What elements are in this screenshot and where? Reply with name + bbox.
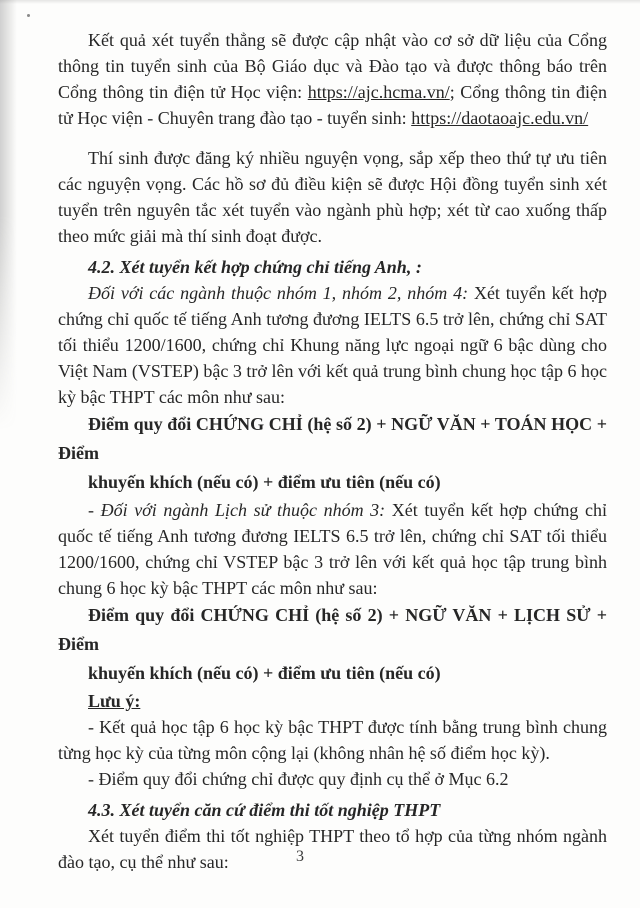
formula-line: Điểm quy đổi CHỨNG CHỈ (hệ số 2) + NGỮ VĂN + LỊCH SỬ + Điểm xyxy=(58,605,607,654)
paragraph-group3-body: Xét tuyển kết hợp chứng chỉ quốc tế tiếng Anh tương đương IELTS 6.5 trở lên, chứng chỉ SAT tối thiểu 1200/1600, chứng chỉ VSTEP bậc 3 trở lên với kết quả học tập trung bình chung 6 học kỳ bậc THPT các môn như sau: xyxy=(58,500,607,598)
paragraph-thpt-exam: Xét tuyển điểm thi tốt nghiệp THPT theo tổ hợp của từng nhóm ngành đào tạo, cụ thể như sau: xyxy=(58,826,607,872)
paragraph-text: ; Cổng thông tin điện tử Học viện - Chuyên trang đào tạo - tuyển sinh: xyxy=(58,82,607,128)
page-number: 3 xyxy=(296,848,304,865)
note-label-text: Lưu ý: xyxy=(88,691,141,711)
formula-group3 xyxy=(58,601,607,688)
scan-top-shadow xyxy=(0,0,640,4)
link-ajc-hcma[interactable]: https://ajc.hcma.vn/ xyxy=(307,82,450,102)
paragraph-wishes: Thí sinh được đăng ký nhiều nguyện vọng, sắp xếp theo thứ tự ưu tiên các nguyện vọng. Các hồ sơ đủ điều kiện sẽ được Hội đồng tuyển sinh xét tuyển trên nguyên tắc xét tuyển vào ngành phù hợp; xét từ cao xuống thấp theo mức giải mà thí sinh đoạt được. xyxy=(58,148,607,246)
paragraph-group3-lead: - Đối với ngành Lịch sử thuộc nhóm 3: xyxy=(88,500,386,520)
formula-line: khuyến khích (nếu có) + điểm ưu tiên (nếu có) xyxy=(88,663,441,683)
paragraph-group124-lead: Đối với các ngành thuộc nhóm 1, nhóm 2, nhóm 4: xyxy=(88,283,469,303)
link-daotaoajc[interactable]: https://daotaoajc.edu.vn/ xyxy=(411,108,589,128)
formula-line: khuyến khích (nếu có) + điểm ưu tiên (nếu có) xyxy=(88,472,441,492)
note-label xyxy=(58,688,607,714)
section-4-3-heading: 4.3. Xét tuyển căn cứ điểm thi tốt nghiệp THPT xyxy=(88,800,441,820)
note-item: - Kết quả học tập 6 học kỳ bậc THPT được tính bằng trung bình chung từng học kỳ của từng môn cộng lại (không nhân hệ số điểm học kỳ). xyxy=(58,717,607,763)
document-body xyxy=(58,27,607,875)
paragraph-group124 xyxy=(58,280,607,410)
paragraph-text: Kết quả xét tuyển thẳng sẽ được cập nhật vào cơ sở dữ liệu của Cổng thông tin tuyển sinh của Bộ Giáo dục và Đào tạo và được thông báo trên Cổng thông tin điện tử Học viện: xyxy=(58,30,607,102)
scan-speck xyxy=(27,14,30,17)
paragraph-group3 xyxy=(58,497,607,601)
paragraph-group124-body: Xét tuyển kết hợp chứng chỉ quốc tế tiếng Anh tương đương IELTS 6.5 trở lên, chứng chỉ SAT tối thiểu 1200/1600, chứng chỉ Khung năng lực ngoại ngữ 6 bậc dùng cho Việt Nam (VSTEP) bậc 3 trở lên với kết quả trung bình chung học tập 6 học kỳ bậc THPT các môn như sau: xyxy=(58,283,607,407)
section-4-2-heading: 4.2. Xét tuyển kết hợp chứng chỉ tiếng Anh, : xyxy=(88,257,422,277)
formula-line: Điểm quy đổi CHỨNG CHỈ (hệ số 2) + NGỮ VĂN + TOÁN HỌC + Điểm xyxy=(58,414,607,463)
formula-group124 xyxy=(58,410,607,497)
note-item: - Điểm quy đổi chứng chỉ được quy định cụ thể ở Mục 6.2 xyxy=(88,769,509,789)
scan-edge-shadow xyxy=(0,0,20,430)
paragraph-straight-admission xyxy=(58,27,607,131)
